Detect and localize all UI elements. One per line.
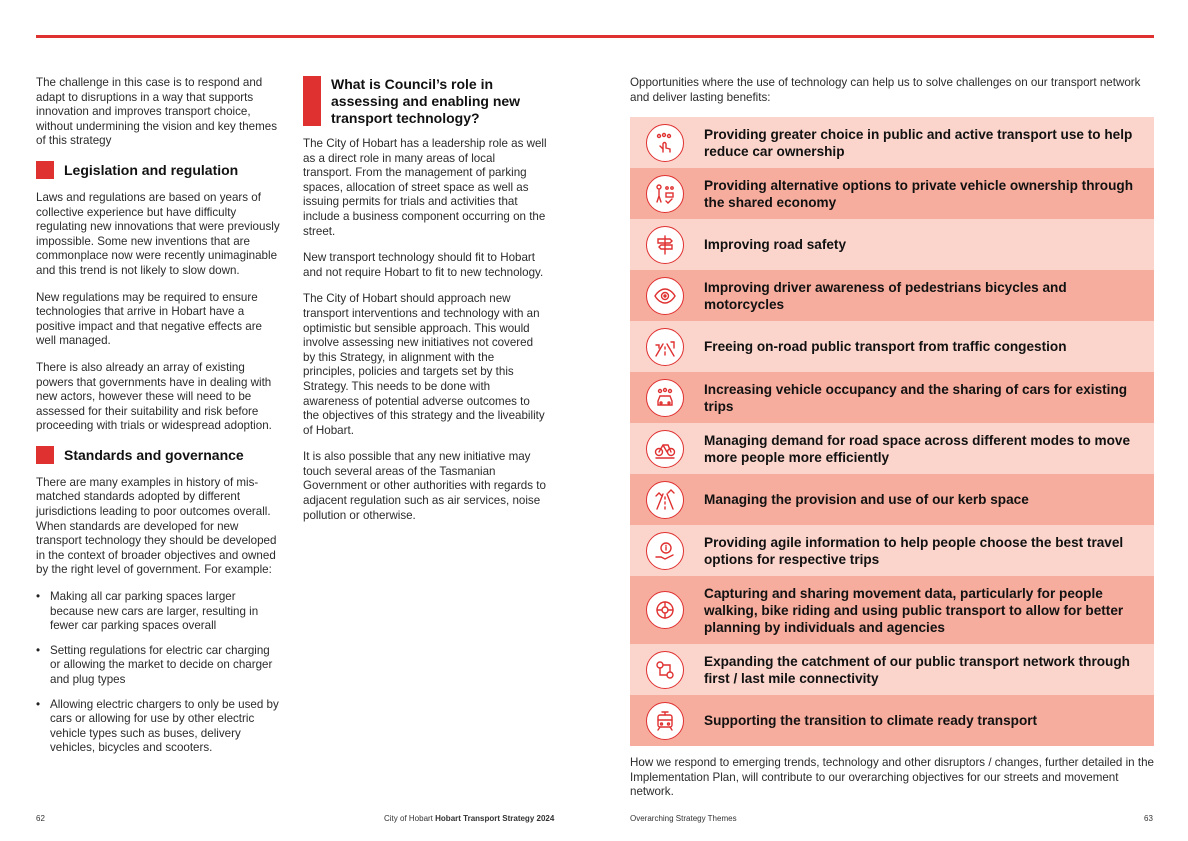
list-item: • Allowing electric chargers to only be used by cars or allowing for use by other electric vehicle types such as buses, delivery vehicles, bicycles and scooters. [36,698,280,756]
info-hand-icon [646,532,684,570]
heading-marker [36,161,54,179]
opportunity-row [630,321,1154,372]
examples-list [36,590,280,756]
network-people-icon [646,651,684,689]
opportunity-row [630,219,1154,270]
standards-heading-text: Standards and governance [64,446,244,463]
footer-section: Overarching Strategy Themes [630,814,737,823]
intro-paragraph: The challenge in this case is to respond and adapt to disruptions in a way that supports innovation and improves transport choice, without undermining the vision and key themes of this strategy [36,76,278,148]
left-page-number: 62 [36,814,45,823]
legislation-heading [36,161,280,179]
right-page-number: 63 [1144,814,1153,823]
touch-hand-icon [646,124,684,162]
opportunity-text: Providing agile information to help people choose the best travel options for respective trips [704,534,1124,567]
opportunity-text: Expanding the catchment of our public transport network through first / last mile connectivity [704,653,1130,686]
data-sharing-icon [646,591,684,629]
kerb-space-icon [646,481,684,519]
legislation-paragraph: Laws and regulations are based on years of collective experience but have difficulty regulating new innovations that were previously impossible. Some new inventions that are commonplace now were recently unimaginable and this trend is not likely to slow down. [36,190,280,277]
list-item: • Making all car parking spaces larger because new cars are larger, resulting in fewer car parking spaces overall [36,590,280,634]
road-sign-icon [646,226,684,264]
middle-column [303,76,547,535]
opportunity-row [630,695,1154,746]
council-paragraph: The City of Hobart should approach new transport interventions and technology with an optimistic but sensible approach. This would involve assessing new initiatives not covered by this Strategy, in alignment with the principles, policies and targets set by this Strategy. This needs to be done with awareness of potential adverse outcomes to the objectives of this strategy and the liveability of Hobart. [303,292,545,437]
opportunity-text: Increasing vehicle occupancy and the sharing of cars for existing trips [704,381,1128,414]
opportunity-text: Capturing and sharing movement data, particularly for people walking, bike riding and using public transport to allow for better planning by individuals and agencies [704,585,1124,635]
council-role-heading [303,76,547,127]
footer-title: Hobart Transport Strategy 2024 [435,814,555,823]
shared-economy-icon [646,175,684,213]
opportunity-row [630,117,1154,168]
council-role-heading-text: What is Council’s role in assessing and enabling new transport technology? [331,76,521,126]
standards-heading [36,446,280,464]
opportunity-row [630,270,1154,321]
opportunity-row [630,372,1154,423]
heading-marker [303,76,321,126]
opportunity-row [630,474,1154,525]
opportunity-text: Supporting the transition to climate ready transport [704,713,1038,729]
opportunity-text: Managing demand for road space across different modes to move more people more efficiently [704,432,1131,465]
car-sharing-icon [646,379,684,417]
heading-marker [36,446,54,464]
council-paragraph: New transport technology should fit to Hobart and not require Hobart to fit to new technology. [303,251,544,279]
opportunity-row [630,525,1154,576]
standards-paragraph: There are many examples in history of mis-matched standards adopted by different jurisdictions leading to poor outcomes overall. When standards are developed for new transport technology they should be developed in the context of broader objectives and owned by the right level of government. For example: [36,475,277,577]
opportunity-row [630,576,1154,644]
closing-paragraph: How we respond to emerging trends, technology and other disruptors / changes, further detailed in the Implementation Plan, will contribute to our overarching objectives for our streets and movement network. [630,756,1154,799]
left-column [36,76,280,766]
legislation-heading-text: Legislation and regulation [64,161,239,178]
council-paragraph: The City of Hobart has a leadership role as well as a direct role in many areas of local transport. From the management of parking spaces, allocation of street space as well as issuing permits for trials and activities that include a business component occurring on the street. [303,137,547,238]
opportunity-row [630,168,1154,219]
list-item: • Setting regulations for electric car charging or allowing the market to decide on charger and plug types [36,644,280,688]
opportunity-text: Providing greater choice in public and active transport use to help reduce car ownership [704,126,1133,159]
opportunity-text: Freeing on-road public transport from traffic congestion [704,339,1067,355]
legislation-paragraph: There is also already an array of existing powers that governments have in dealing with new actors, however these will need to be assessed for their suitability and risk before proceeding with trials or widespread adoption. [36,360,272,433]
opportunity-text: Managing the provision and use of our kerb space [704,492,1029,508]
opportunity-text: Improving road safety [704,237,847,253]
eye-icon [646,277,684,315]
footer-doc-title [384,814,554,823]
opportunity-row [630,644,1154,695]
top-rule [36,35,1154,38]
bicycle-icon [646,430,684,468]
council-paragraph: It is also possible that any new initiative may touch several areas of the Tasmanian Government or other authorities with regards to adjacent regulation such as air services, noise pollution or otherwise. [303,450,546,522]
opportunities-list [630,117,1154,746]
footer-publisher: City of Hobart [384,814,433,823]
tram-icon [646,702,684,740]
opportunity-text: Improving driver awareness of pedestrians bicycles and motorcycles [704,279,1067,312]
opportunities-intro: Opportunities where the use of technology can help us to solve challenges on our transport network and deliver lasting benefits: [630,76,1141,104]
legislation-paragraph: New regulations may be required to ensure technologies that arrive in Hobart have a positive impact and that negative effects are well managed. [36,290,262,348]
opportunity-text: Providing alternative options to private vehicle ownership through the shared economy [704,177,1134,210]
city-road-icon [646,328,684,366]
opportunity-row [630,423,1154,474]
right-column [630,76,1155,812]
